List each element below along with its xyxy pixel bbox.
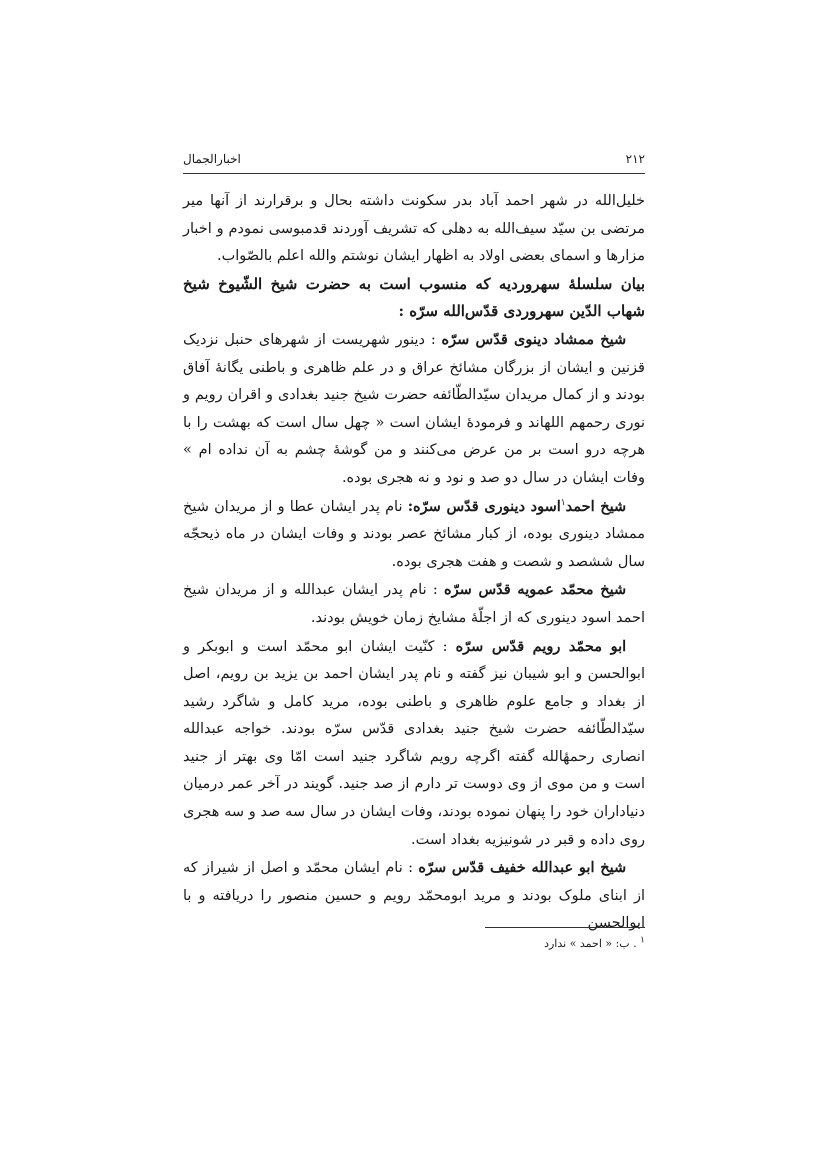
entry-title: شیخ محمّد عمویه قدّس سرّه bbox=[444, 581, 627, 599]
header-divider bbox=[183, 173, 645, 174]
section-heading: بیان سلسلهٔ سهروردیه که منسوب است به حضرت شیخ الشّیوخ شیخ شهاب الدّین سهروردی قدّس‌الله سرّه : bbox=[183, 274, 645, 321]
entry-title-part-2: اسود دینوری قدّس سرّه: bbox=[407, 497, 561, 515]
entry-title: ابو محمّد رویم قدّس سرّه bbox=[455, 637, 627, 655]
paragraph-intro bbox=[183, 188, 645, 271]
body-text bbox=[183, 188, 645, 938]
page-number: ۲۱۲ bbox=[625, 152, 645, 166]
entry-text: : نام پدر ایشان عبدالله و از مریدان شیخ احمد اسود دینوری که از اجلّهٔ مشایخ زمان خویش بودند. bbox=[183, 582, 645, 626]
footnote-marker: ۱ bbox=[640, 935, 645, 946]
footnote-reference[interactable]: ۱ bbox=[560, 497, 566, 508]
entry-title: شیخ ابو عبدالله خفیف قدّس سرّه bbox=[418, 859, 627, 877]
entry-text: : دینور شهریست از شهرهای حنبل نزدیک قزنین و ایشان از بزرگان مشائخ عراق و در علم ظاهری و باطنی یگانهٔ آفاق بودند و از کمال مریدان سیّدالطّائفه حضرت شیخ جنید بغدادی و اقران رویم و نوری رحمهم اللهاند و فرمودهٔ ایشان است « چهل سال است که بهشت را با هرچه درو است بر من عرض می‌کنند و من گوشهٔ چشم به آن نداده ام » وفات ایشان در سال دو صد و نود و نه هجری بوده. bbox=[183, 331, 645, 486]
running-title: اخبارالجمال bbox=[183, 152, 241, 166]
entry-text: نام پدر ایشان عطا و از مریدان شیخ ممشاد دینوری بوده، از کبار مشائخ عصر بودند و وفات ایشان در ماه ذیحجّه سال ششصد و شصت و هفت هجری بوده. bbox=[183, 498, 645, 570]
footnote bbox=[420, 935, 645, 953]
entry-abu-muhammad-ruwaym bbox=[183, 633, 645, 855]
entry-title-part-1: شیخ احمد bbox=[565, 497, 627, 515]
entry-abu-abdallah-khafif bbox=[183, 854, 645, 938]
footnote-divider bbox=[485, 927, 645, 928]
entry-mamshad-dinawari bbox=[183, 326, 645, 493]
entry-ahmad-aswad-dinawari bbox=[183, 493, 645, 577]
paragraph-text: خلیل‌الله در شهر احمد آباد بدر سکونت داشته بحال و برقرارند از آنها میر مرتضی بن سیّد سیف‌الله به دهلی که تشریف آوردند قدمبوسی نمودم و اخبار مزارها و اسمای بعضی اولاد به اظهار ایشان نوشتم والله اعلم بالصّواب. bbox=[183, 193, 645, 265]
page-header bbox=[183, 148, 645, 170]
footnote-text: . ب: « احمد » ندارد bbox=[544, 937, 637, 950]
entry-muhammad-amuyah bbox=[183, 576, 645, 632]
entry-text: : نام ایشان محمّد و اصل از شیراز که از ابنای ملوک بودند و مرید ابومحمّد رویم و حسین منصور را دریافته و با ابوالحسن bbox=[183, 860, 645, 932]
entry-title: شیخ ممشاد دینوی قدّس سرّه bbox=[441, 330, 627, 348]
entry-text: : کنّیت ایشان ابو محمّد است و ابوبکر و ابوالحسن و ابو شیبان نیز گفته و نام پدر ایشان احمد بن یزید بن رویم، اصل از بغداد و جامع علوم ظاهری و باطنی بوده، مرید کامل و شاگرد رشید سیّدالطّائفه حضرت شیخ جنید بغدادی قدّس سرّه بودند. خواجه عبدالله انصاری رحمهٔالله گفته اگرچه رویم شاگرد جنید است امّا وی بهتر از جنید است و من موی از وی دوست تر دارم از صد جنید. گویند در آخر عمر درمیان دنیاداران خود را پنهان نموده بودند، وفات ایشان در سال سه صد و سه هجری روی داده و قبر در شونیزیه بغداد است. bbox=[183, 638, 645, 848]
